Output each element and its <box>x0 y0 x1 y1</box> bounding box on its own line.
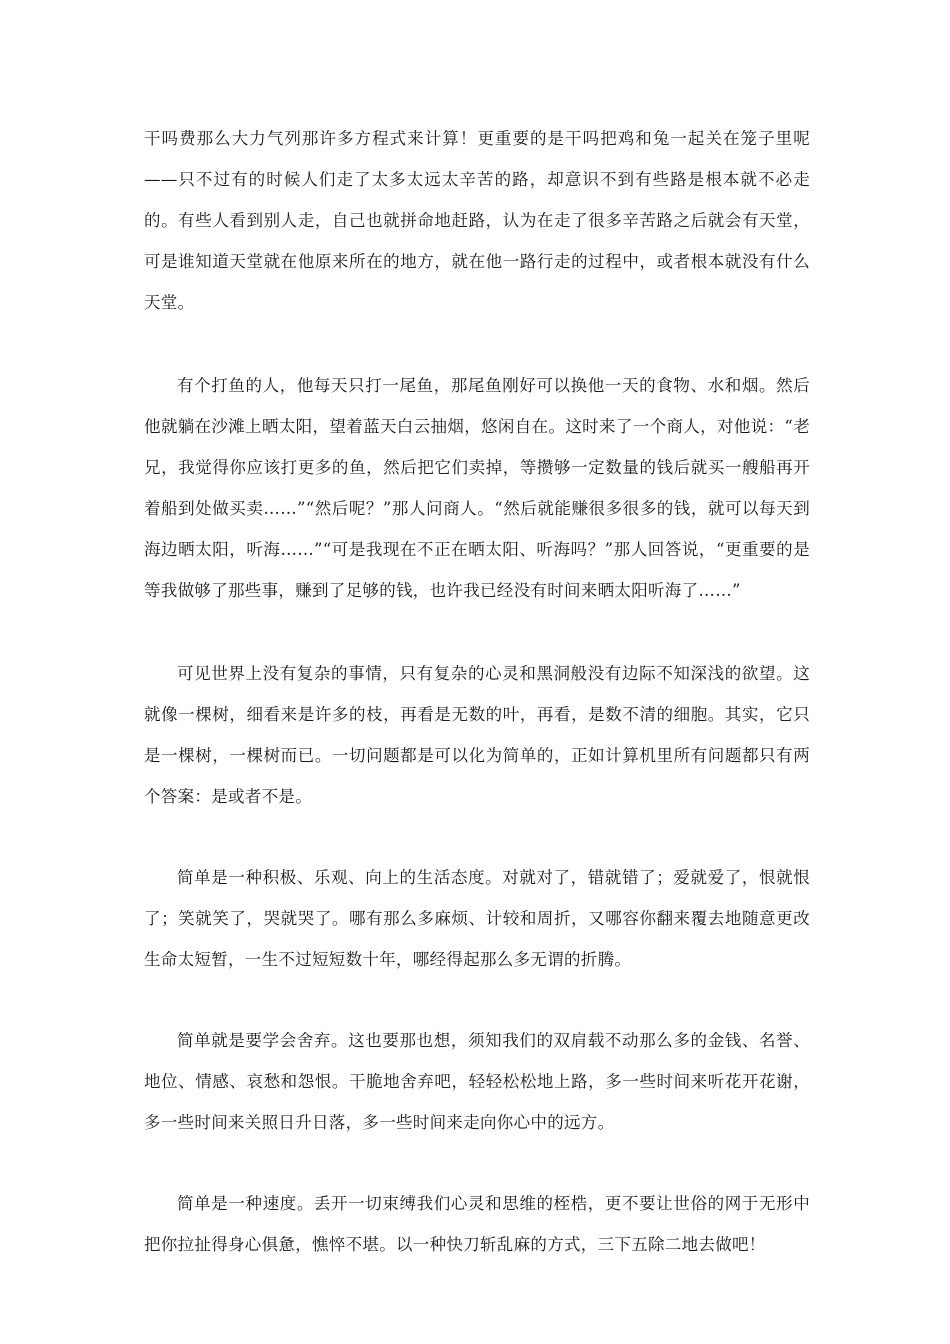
paragraph-chicken-rabbit: 干吗费那么大力气列那许多方程式来计算！更重要的是干吗把鸡和兔一起关在笼子里呢——只不过有的时候人们走了太多太远太辛苦的路，却意识不到有些路是根本就不必走的。有些人看到别人走，自己也就拼命地赶路，认为在走了很多辛苦路之后就会有天堂，可是谁知道天堂就在他原来所在的地方，就在他一路行走的过程中，或者根本就没有什么天堂。 <box>144 129 810 312</box>
paragraph-simple-speed: 简单是一种速度。丢开一切束缚我们心灵和思维的桎梏，更不要让世俗的网于无形中把你拉扯得身心俱惫，憔悴不堪。以一种快刀斩乱麻的方式，三下五除二地去做吧！ <box>144 1194 810 1254</box>
document-body <box>144 118 810 1265</box>
paragraph-simple-letting-go: 简单就是要学会舍弃。这也要那也想，须知我们的双肩载不动那么多的金钱、名誉、地位、情感、哀愁和怨恨。干脆地舍弃吧，轻轻松松地上路，多一些时间来听花开花谢，多一些时间来关照日升日落，多一些时间来走向你心中的远方。 <box>144 1031 810 1132</box>
paragraph-complex-desire: 可见世界上没有复杂的事情，只有复杂的心灵和黑洞般没有边际不知深浅的欲望。这就像一棵树，细看来是许多的枝，再看是无数的叶，再看，是数不清的细胞。其实，它只是一棵树，一棵树而已。一切问题都是可以化为简单的，正如计算机里所有问题都只有两个答案：是或者不是。 <box>144 664 810 806</box>
paragraph-fisherman-story: 有个打鱼的人，他每天只打一尾鱼，那尾鱼刚好可以换他一天的食物、水和烟。然后他就躺在沙滩上晒太阳，望着蓝天白云抽烟，悠闲自在。这时来了一个商人，对他说：“老兄，我觉得你应该打更多的鱼，然后把它们卖掉，等攒够一定数量的钱后就买一艘船再开着船到处做买卖……”“然后呢？”那人问商人。“然后就能赚很多很多的钱，就可以每天到海边晒太阳，听海……”“可是我现在不正在晒太阳、听海吗？”那人回答说，“更重要的是等我做够了那些事，赚到了足够的钱，也许我已经没有时间来晒太阳听海了……” <box>144 376 810 600</box>
paragraph-simple-attitude: 简单是一种积极、乐观、向上的生活态度。对就对了，错就错了；爱就爱了，恨就恨了；笑就笑了，哭就哭了。哪有那么多麻烦、计较和周折，又哪容你翻来覆去地随意更改生命太短暂，一生不过短短数十年，哪经得起那么多无谓的折腾。 <box>144 868 810 969</box>
